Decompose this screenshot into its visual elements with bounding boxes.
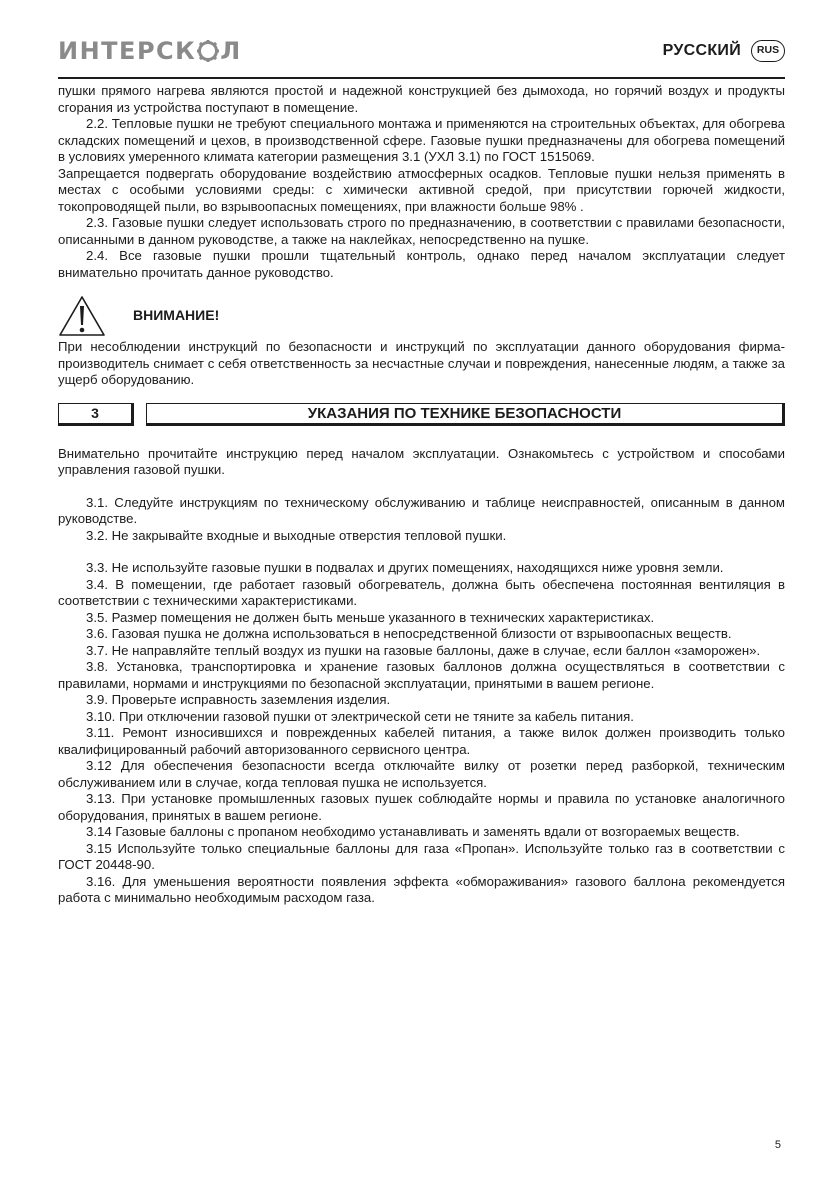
language-badge: RUS (751, 40, 785, 62)
page-header (58, 38, 785, 68)
section-intro: Внимательно прочитайте инструкцию перед началом эксплуатации. Ознакомьтесь с устройством и способами управления газовой пушки. (58, 445, 785, 477)
intro-paragraph: 2.2. Тепловые пушки не требуют специального монтажа и применяются на строительных объектах, для обогрева складских помещений и цехов, в производственной сфере. Газовые пушки предназначены для обогрева помещений в условиях умеренного климата категории размещения 3.1 (УХЛ 3.1) по ГОСТ 1515069. (58, 116, 785, 164)
safety-item: 3.13. При установке промышленных газовых пушек соблюдайте нормы и правила по установке аналогичного оборудования, принятых в вашем регионе. (58, 791, 785, 823)
safety-item: 3.3. Не используйте газовые пушки в подвалах и других помещениях, находящихся ниже уровня земли. (86, 560, 724, 575)
safety-item: 3.2. Не закрывайте входные и выходные отверстия тепловой пушки. (86, 527, 507, 543)
safety-item: 3.11. Ремонт износившихся и поврежденных кабелей питания, а также вилок должен производить только квалифицированный рабочий авторизованного сервисного центра. (58, 725, 785, 757)
brand-logo (58, 38, 242, 64)
warning-triangle-icon (58, 295, 106, 337)
safety-item: 3.10. При отключении газовой пушки от электрической сети не тяните за кабель питания. (86, 708, 634, 724)
safety-item: 3.1. Следуйте инструкциям по техническому обслуживанию и таблице неисправностей, описанным в данном руководстве. (58, 494, 785, 526)
language-label: РУССКИЙ (662, 42, 741, 59)
header-divider (58, 77, 785, 79)
safety-item: 3.14 Газовые баллоны с пропаном необходимо устанавливать и заменять вдали от возгораемых веществ. (86, 824, 740, 839)
intro-paragraph: 2.4. Все газовые пушки прошли тщательный контроль, однако перед началом эксплуатации следует внимательно прочитать данное руководство. (58, 248, 785, 280)
warning-text: При несоблюдении инструкций по безопасности и инструкций по эксплуатации данного оборудования фирма-производитель снимает с себя ответственность за несчастные случаи и повреждения, нанесенные людям, а также за ущерб оборудованию. (58, 339, 785, 387)
safety-item: 3.15 Используйте только специальные баллоны для газа «Пропан». Используйте только газ в соответствии с ГОСТ 20448-90. (58, 840, 785, 872)
logo-text-tail: Л (220, 37, 242, 65)
section-header (58, 403, 785, 426)
safety-item: 3.7. Не направляйте теплый воздух из пушки на газовые баллоны, даже в случае, если баллон «заморожен». (86, 642, 761, 658)
intro-paragraph: пушки прямого нагрева являются простой и надежной конструкцией без дымохода, но горячий воздух и продукты сгорания из устройства поступают в помещение. (58, 83, 785, 115)
warning-title: ВНИМАНИЕ! (133, 307, 220, 323)
warning-block (58, 295, 785, 339)
safety-item: 3.12 Для обеспечения безопасности всегда отключайте вилку от розетки перед разборкой, техническим обслуживанием или в случае, когда тепловая пушка не используется. (58, 758, 785, 790)
page-content (58, 83, 785, 907)
safety-item: 3.16. Для уменьшения вероятности появления эффекта «обмораживания» газового баллона рекомендуется работа с минимально необходимым расходом газа. (58, 873, 785, 905)
intro-paragraph: Запрещается подвергать оборудование воздействию атмосферных осадков. Тепловые пушки нельзя применять в местах с особыми условиями среды: с химически активной средой, при присутствии горючей жидкости, токопроводящей пыли, во взрывоопасных помещениях, при влажности больше 98% . (58, 165, 785, 214)
safety-item: 3.5. Размер помещения не должен быть меньше указанного в технических характеристиках. (86, 609, 655, 625)
page-number: 5 (774, 1139, 781, 1151)
section-number: 3 (58, 403, 134, 426)
intro-paragraph: 2.3. Газовые пушки следует использовать строго по предназначению, в соответствии с правилами безопасности, описанными в данном руководстве, а также на наклейках, непосредственно на пушке. (58, 215, 785, 247)
safety-item: 3.4. В помещении, где работает газовый обогреватель, должна быть обеспечена постоянная вентиляция в соответствии с техническими характеристиками. (58, 576, 785, 608)
safety-item: 3.8. Установка, транспортировка и хранение газовых баллонов должна осуществляться в соответствии с правилами, нормами и инструкциями по безопасной эксплуатации, принятыми в вашем регионе. (58, 659, 785, 691)
gear-icon (197, 40, 219, 62)
logo-text: ИНТЕРСК (58, 37, 197, 65)
safety-item: 3.9. Проверьте исправность заземления изделия. (86, 692, 391, 707)
section-title: УКАЗАНИЯ ПО ТЕХНИКЕ БЕЗОПАСНОСТИ (146, 403, 785, 426)
safety-item: 3.6. Газовая пушка не должна использоваться в непосредственной близости от взрывоопасных веществ. (86, 626, 732, 641)
